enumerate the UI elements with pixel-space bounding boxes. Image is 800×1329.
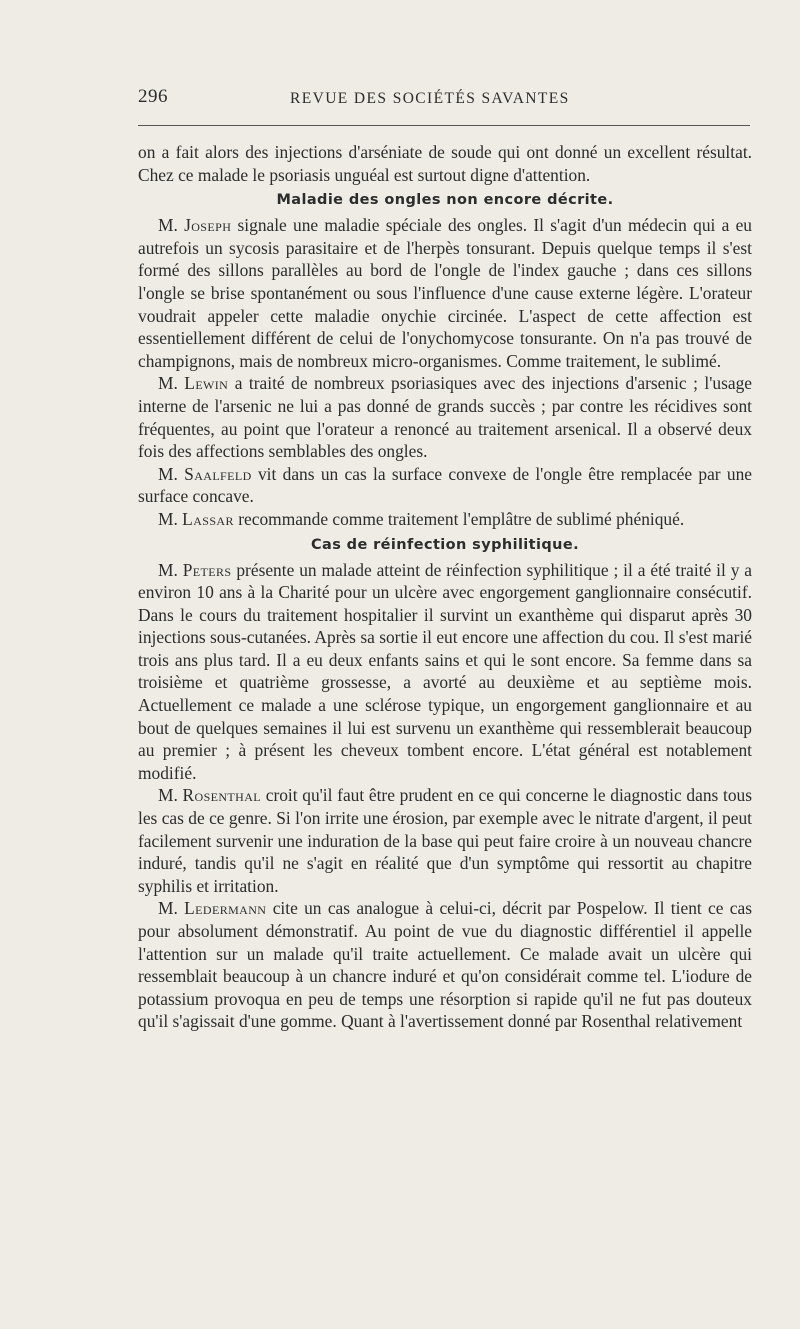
paragraph-saalfeld [138,463,752,508]
speaker-name: Saalfeld [184,463,252,484]
paragraph-text: vit dans un cas la surface convexe de l'ongle être remplacée par une surface concave. [138,463,752,507]
paragraph-continuation [138,141,752,186]
section-heading: Maladie des ongles non encore décrite. [276,192,614,209]
paragraph-text: on a fait alors des injections d'arséniate de soude qui ont donné un excellent résultat. Chez ce malade le psoriasis unguéal est surtout digne d'attention. [138,142,752,185]
body-text [138,141,752,1033]
paragraph-text: signale une maladie spéciale des ongles. Il s'agit d'un médecin qui a eu autrefois un sycosis parasitaire et de l'herpès tonsurant. Depuis quelque temps il s'est formé des sillons parallèles au bord de l'ongle de l'index gauche ; dans ces sillons l'ongle se brise spontanément ou sous l'influence d'une cause externe légère. L'orateur voudrait appeler cette maladie onychie circinée. L'aspect de cette affection est essentiellement différent de celui de l'onychomycose tonsurante. On n'a pas trouvé de champignons, mais de nombreux micro-organismes. Comme traitement, le sublimé. [138,215,752,371]
page-number: 296 [138,86,168,107]
speaker-name: Lassar [182,508,234,529]
paragraph-lewin [138,372,752,462]
speaker-name: Rosenthal [182,785,262,806]
speaker-name: Lewin [184,373,229,394]
paragraph-text: cite un cas analogue à celui-ci, décrit par Pospelow. Il tient ce cas pour absolument démonstratif. Au point de vue du diagnostic différentiel il appelle l'attention sur un malade qu'il traite actuellement. Ce malade avait un ulcère qui ressemblait beaucoup à un chancre induré et qu'on considérait comme tel. L'iodure de potassium provoqua en peu de temps une résorption si rapide qu'il ne fut pas douteux qu'il s'agissait d'une gomme. Quant à l'avertissement donné par Rosenthal relativement [138,898,752,1032]
section-heading: Cas de réinfection syphilitique. [310,536,580,553]
running-head: REVUE DES SOCIÉTÉS SAVANTES [290,90,570,107]
paragraph-text: recommande comme traitement l'emplâtre de sublimé phéniqué. [233,508,685,529]
paragraph-peters [138,559,752,785]
paragraph-lassar [138,508,752,531]
paragraph-joseph [138,214,752,372]
speaker-prefix: M. [158,559,183,580]
paragraph-text: croit qu'il faut être prudent en ce qui concerne le diagnostic dans tous les cas de ce genre. Si l'on irrite une érosion, par exemple avec le nitrate d'argent, il peut facilement survenir une induration de la base qui peut faire croire à un nouveau chancre induré, tandis qu'il ne s'agit en réalité que d'un symptôme qui ressortit au chapitre syphilis et irritation. [138,785,752,896]
page-header [138,84,750,114]
speaker-name: Joseph [184,215,232,236]
paragraph-text: présente un malade atteint de réinfection syphilitique ; il a été traité il y a environ 10 ans à la Charité pour un ulcère avec engorgement ganglionnaire consécutif. Dans le cours du traitement hospitalier il survint un exanthème qui disparut après 30 injections sous-cutanées. Après sa sortie il eut encore une affection du cou. Il s'est marié trois ans plus tard. Il a eu deux enfants sains et qui le sont encore. Sa femme dans sa troisième et quatrième grossesse, a avorté au deuxième et au septième mois. Actuellement ce malade a une sclérose typique, un engorgement ganglionnaire et au bout de quelques semaines il lui est survenu un exanthème qui ressemblerait beaucoup au premier ; à présent les cheveux tombent encore. L'état général est notablement modifié. [138,559,752,783]
paragraph-rosenthal [138,784,752,897]
speaker-name: Ledermann [184,898,267,919]
speaker-prefix: M. [158,785,183,806]
speaker-prefix: M. [158,373,185,394]
speaker-prefix: M. [158,508,183,529]
speaker-name: Peters [182,559,232,580]
header-rule [138,125,750,126]
speaker-prefix: M. [158,463,185,484]
paragraph-ledermann [138,897,752,1033]
speaker-prefix: M. [158,898,185,919]
paragraph-text: a traité de nombreux psoriasiques avec des injections d'arsenic ; l'usage interne de l'arsenic ne lui a pas donné de grands succès ; par contre les récidives sont fréquentes, au point que l'orateur a renoncé au traitement arsenical. Il a observé deux fois des affections semblables des ongles. [138,373,752,462]
speaker-prefix: M. [158,215,185,236]
